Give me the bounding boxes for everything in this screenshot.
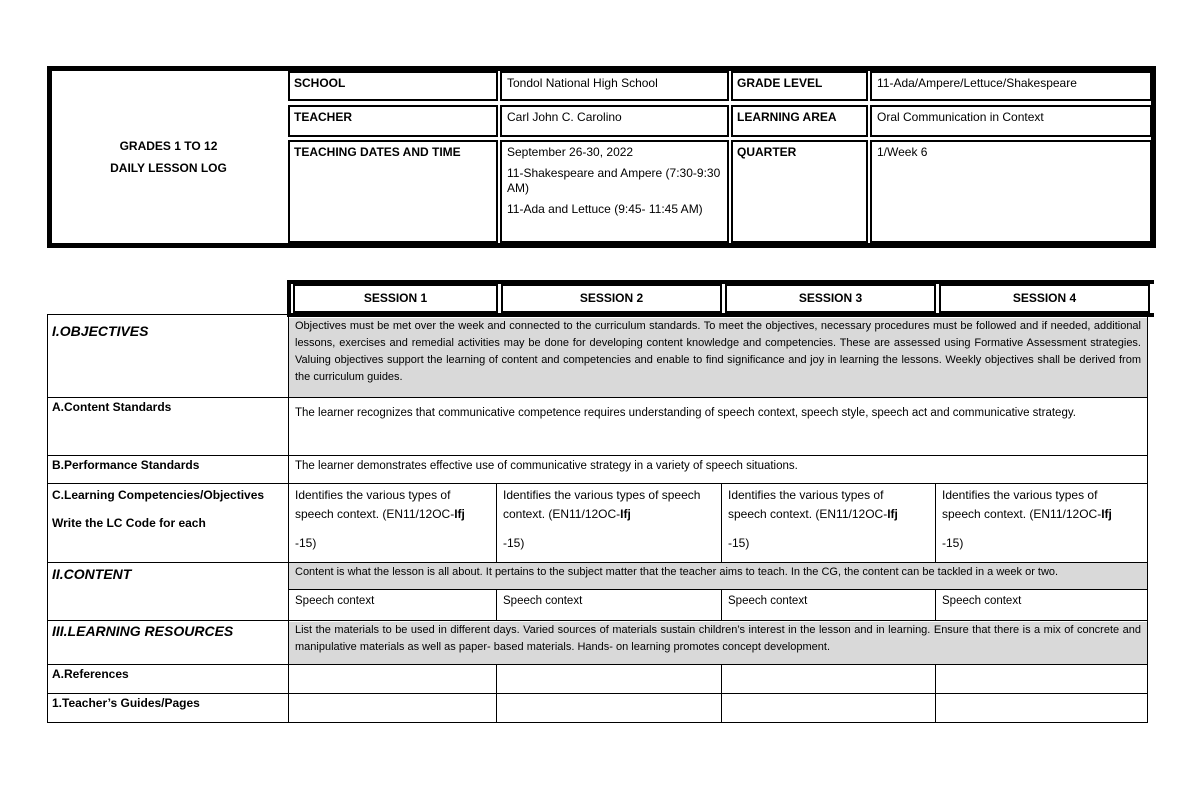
performance-standards-text: The learner demonstrates effective use of communicative strategy in a variety of speech situations. [295, 460, 798, 472]
row-divider [47, 722, 1147, 723]
quarter-value: 1/Week 6 [870, 140, 1152, 243]
row-divider [47, 397, 1147, 398]
content-standards-label: A.Content Standards [52, 400, 172, 414]
col-divider [47, 314, 48, 723]
row-divider [47, 664, 1147, 665]
col-divider [496, 483, 497, 562]
learning-area-label: LEARNING AREA [731, 105, 868, 137]
grade-level-value: 11-Ada/Ampere/Lettuce/Shakespeare [870, 71, 1152, 101]
document-title [52, 71, 285, 243]
grade-level-label: GRADE LEVEL [731, 71, 868, 101]
competency-tail: -15) [728, 536, 750, 550]
col-divider [935, 664, 936, 723]
competency-cell-session-4 [942, 486, 1137, 562]
col-divider [935, 589, 936, 620]
competency-tail: -15) [295, 536, 317, 550]
references-label: A.References [52, 667, 129, 681]
competency-code: Ifj [620, 507, 631, 521]
col-divider [721, 483, 722, 562]
content-standards-text: The learner recognizes that communicative competence requires understanding of speech context, speech style, speech act and communicative strategy. [295, 407, 1076, 419]
row-divider [47, 455, 1147, 456]
competency-tail: -15) [942, 536, 964, 550]
learning-area-value: Oral Communication in Context [870, 105, 1152, 137]
session-header-row [287, 280, 1154, 317]
row-divider [47, 314, 1147, 315]
competencies-label: C.Learning Competencies/Objectives [52, 488, 265, 502]
content-cell-session-1: Speech context [295, 595, 375, 607]
row-divider [47, 693, 1147, 694]
competency-text: Identifies the various types of speech context. (EN11/12OC- [503, 488, 701, 521]
row-divider [289, 589, 1147, 590]
competency-cell-session-1 [295, 486, 485, 562]
objectives-note: Objectives must be met over the week and connected to the curriculum standards. To meet the objectives, necessary procedures must be followed and if needed, additional lessons, exercises and remedial activities may be done for developing content knowledge and competencies. These are assessed using Formative Assessment strategies. Valuing objectives support the learning of content and competencies and enable to find significance and joy in learning the lessons. Weekly objectives shall be derived from the curriculum guides. [295, 320, 1141, 383]
teaching-time-2: 11-Ada and Lettuce (9:45- 11:45 AM) [507, 202, 703, 216]
content-cell-session-4: Speech context [942, 595, 1022, 607]
col-divider [721, 589, 722, 620]
competency-cell-session-3 [728, 486, 923, 562]
teacher-label: TEACHER [288, 105, 498, 137]
row-divider [47, 483, 1147, 484]
lc-code-label: Write the LC Code for each [52, 516, 206, 530]
col-divider [721, 664, 722, 723]
col-divider [935, 483, 936, 562]
session-1-header: SESSION 1 [293, 284, 498, 313]
teaching-dates-label: TEACHING DATES AND TIME [288, 140, 498, 243]
col-divider [496, 664, 497, 723]
header-block [47, 66, 1156, 248]
content-note: Content is what the lesson is all about. It pertains to the subject matter that the teacher aims to teach. In the CG, the content can be tackled in a week or two. [295, 566, 1059, 578]
competency-text: Identifies the various types of speech context. (EN11/12OC- [942, 488, 1102, 521]
school-value: Tondol National High School [500, 71, 729, 101]
session-4-header: SESSION 4 [939, 284, 1150, 313]
teaching-time-1: 11-Shakespeare and Ampere (7:30-9:30 AM) [507, 166, 721, 195]
title-line-1: GRADES 1 TO 12 [119, 139, 218, 153]
learning-resources-label: III.LEARNING RESOURCES [52, 623, 234, 639]
competency-text: Identifies the various types of speech context. (EN11/12OC- [295, 488, 455, 521]
quarter-label: QUARTER [731, 140, 868, 243]
teachers-guides-label: 1.Teacher’s Guides/Pages [52, 696, 200, 710]
content-label: II.CONTENT [52, 566, 132, 582]
competency-tail: -15) [503, 536, 525, 550]
school-label: SCHOOL [288, 71, 498, 101]
row-divider [47, 562, 1147, 563]
performance-standards-label: B.Performance Standards [52, 458, 200, 472]
session-3-header: SESSION 3 [725, 284, 936, 313]
teaching-dates-value [500, 140, 729, 243]
competency-code: Ifj [454, 507, 465, 521]
objectives-label: I.OBJECTIVES [52, 323, 149, 339]
teaching-date: September 26-30, 2022 [507, 145, 634, 159]
learning-resources-note: List the materials to be used in different days. Varied sources of materials sustain children’s interest in the lesson and in learning. Ensure that there is a mix of concrete and manipulative materials as well as paper- based materials. Hands- on learning promotes concept development. [295, 624, 1141, 653]
session-2-header: SESSION 2 [501, 284, 722, 313]
col-divider [1147, 314, 1148, 723]
row-divider [47, 620, 1147, 621]
title-line-2: DAILY LESSON LOG [110, 161, 227, 175]
competency-code: Ifj [887, 507, 898, 521]
competency-code: Ifj [1101, 507, 1112, 521]
col-divider [288, 314, 289, 723]
competency-text: Identifies the various types of speech context. (EN11/12OC- [728, 488, 888, 521]
content-cell-session-3: Speech context [728, 595, 808, 607]
competency-cell-session-2 [503, 486, 703, 562]
content-cell-session-2: Speech context [503, 595, 583, 607]
col-divider [496, 589, 497, 620]
teacher-value: Carl John C. Carolino [500, 105, 729, 137]
